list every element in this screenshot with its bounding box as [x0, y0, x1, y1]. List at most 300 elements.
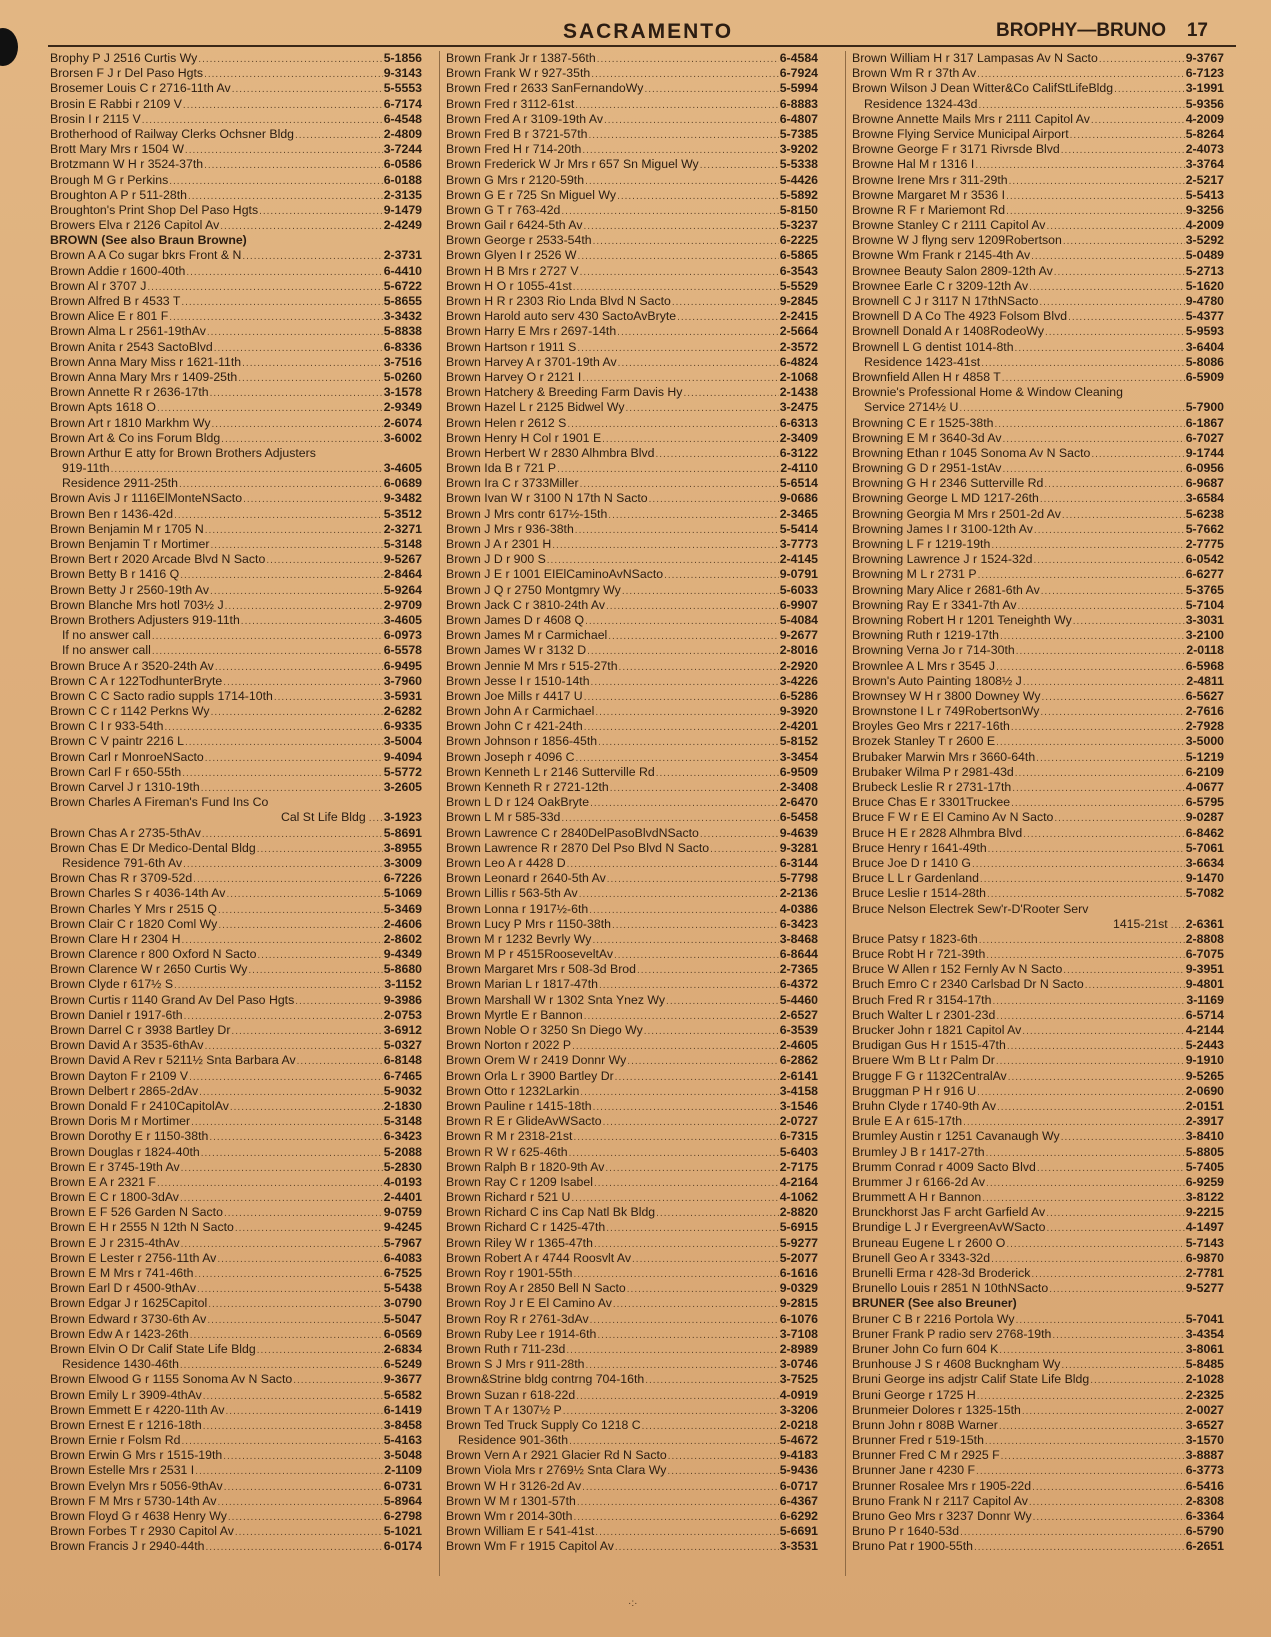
dot-leader: [999, 1419, 1185, 1433]
listing-name: Brown J E r 1001 EIElCaminoAvNSacto: [446, 567, 664, 582]
listing-name: Bruce Chas E r 3301Truckee: [852, 795, 1011, 810]
listing-name: Brown H B Mrs r 2727 V: [446, 263, 579, 278]
listing-entry: [852, 1205, 1224, 1220]
phone-number: 3-5048: [383, 1448, 422, 1463]
listing-name: Browning Georgia M Mrs r 2501-2d Av: [852, 506, 1061, 521]
dot-leader: [1036, 751, 1185, 765]
listing-entry: [446, 886, 818, 901]
dot-leader: [181, 1161, 383, 1175]
listing-name: Brown Clair C r 1820 Coml Wy: [50, 916, 218, 931]
dot-leader: [589, 128, 779, 142]
listing-entry: [50, 1463, 422, 1478]
phone-number: 3-8955: [383, 840, 422, 855]
dot-leader: [1099, 52, 1185, 66]
listing-name: Brown Charles S r 4036-14th Av: [50, 886, 226, 901]
phone-number: 5-8152: [779, 734, 818, 749]
listing-name: Brown E H r 2555 N 12th N Sacto: [50, 1220, 234, 1235]
listing-entry: [446, 765, 818, 780]
listing-name: Brown David A Rev r 5211½ Snta Barbara Av: [50, 1053, 296, 1068]
dot-leader: [627, 1282, 779, 1296]
dot-leader: [182, 1434, 383, 1448]
listing-name: Brown Glyen I r 2526 W: [446, 248, 577, 263]
listing-name: Brott Mary Mrs r 1504 W: [50, 142, 184, 157]
listing-entry: [446, 1099, 818, 1114]
dot-leader: [981, 356, 1184, 370]
phone-number: 6-7075: [1185, 947, 1224, 962]
listing-entry: [446, 1296, 818, 1311]
phone-number: 3-6002: [383, 430, 422, 445]
dot-leader: [972, 857, 1185, 871]
listing-name: Brown Kenneth R r 2721-12th: [446, 780, 609, 794]
listing-entry: [446, 385, 818, 400]
phone-number: 3-5931: [383, 688, 422, 703]
phone-number: 5-5553: [383, 81, 422, 96]
dot-leader: [1061, 143, 1185, 157]
phone-number: 2-3572: [779, 339, 818, 354]
phone-number: 6-4410: [383, 263, 422, 278]
dot-leader: [610, 781, 779, 795]
listing-name: Brosin I r 2115 V: [50, 111, 141, 126]
listing-entry: [446, 1312, 818, 1327]
listing-column-2: [446, 51, 818, 1576]
phone-number: 9-3920: [779, 704, 818, 719]
listing-name: Browning L F r 1219-19th: [852, 537, 991, 551]
dot-leader: [210, 386, 383, 400]
phone-number: 5-1069: [383, 886, 422, 901]
listing-name: Brosemer Louis C r 2716-11th Av: [50, 81, 231, 96]
dot-leader: [656, 1206, 779, 1220]
listing-name: Brown E F 526 Garden N Sacto: [50, 1205, 223, 1220]
listing-entry: [852, 1053, 1224, 1068]
listing-entry: [446, 476, 818, 491]
dot-leader: [186, 265, 382, 279]
dot-leader: [152, 644, 383, 658]
listing-name: Brown Wilson J Dean Witter&Co CalifStLifeBldg: [852, 81, 1114, 96]
dot-leader: [174, 978, 383, 992]
phone-number: 6-3122: [779, 445, 818, 460]
phone-number: 2-4606: [383, 916, 422, 931]
dot-leader: [573, 1130, 778, 1144]
phone-number: 5-6582: [383, 1387, 422, 1402]
dot-leader: [573, 1510, 778, 1524]
listing-entry: [852, 552, 1224, 567]
dot-leader: [567, 857, 779, 871]
dot-leader: [228, 1510, 383, 1524]
dot-leader: [190, 1328, 383, 1342]
listing-name: Brown Ralph B r 1820-9th Av: [446, 1159, 605, 1174]
listing-entry: [852, 871, 1224, 886]
dot-leader: [587, 644, 779, 658]
phone-number: 5-5438: [383, 1281, 422, 1296]
phone-number: 6-5714: [1185, 1007, 1224, 1022]
listing-name: Bruni George r 1725 H: [852, 1387, 976, 1402]
listing-name: Brown Lawrence R r 2870 Del Pso Blvd N Sacto: [446, 840, 710, 855]
listing-name: Brown M r 1232 Bevrly Wy: [446, 931, 592, 946]
dot-leader: [220, 219, 382, 233]
listing-name: Brown Apts 1618 O: [50, 400, 156, 415]
dot-leader: [1063, 963, 1184, 977]
phone-number: 6-4807: [779, 111, 818, 126]
listing-entry: [50, 97, 422, 112]
listing-name: Residence 2911-25th: [62, 476, 178, 491]
phone-number: 3-4158: [779, 1083, 818, 1098]
listing-entry: [852, 674, 1224, 689]
listing-entry: [50, 628, 422, 643]
phone-number: 6-8883: [779, 96, 818, 111]
listing-entry: [446, 188, 818, 203]
phone-number: 2-6361: [1185, 916, 1224, 931]
dot-leader: [575, 98, 778, 112]
phone-number: 2-5217: [1185, 172, 1224, 187]
listing-name: Brown Forbes T r 2930 Capitol Av: [50, 1524, 234, 1539]
phone-number: 3-9202: [779, 142, 818, 157]
phone-number: 3-2100: [1185, 628, 1224, 643]
listing-name: Brunner Rosalee Mrs r 1905-22d: [852, 1478, 1032, 1493]
listing-entry: [50, 552, 422, 567]
listing-name: Browne Margaret M r 3536 I: [852, 187, 1006, 202]
listing-entry: [852, 1403, 1224, 1418]
phone-number: 2-7365: [779, 962, 818, 977]
dot-leader: [1032, 1480, 1185, 1494]
listing-name: Browne Hal M r 1316 I: [852, 157, 975, 172]
dot-leader: [557, 462, 779, 476]
listing-name: Brown A A Co sugar bkrs Front & N: [50, 248, 242, 263]
phone-number: 6-7924: [779, 66, 818, 81]
listing-entry: [50, 902, 422, 917]
phone-number: 2-8602: [383, 931, 422, 946]
listing-entry: [50, 294, 422, 309]
phone-number: 5-5338: [779, 157, 818, 172]
dot-leader: [147, 280, 382, 294]
dot-leader: [182, 933, 383, 947]
listing-entry: [446, 97, 818, 112]
dot-leader: [257, 842, 383, 856]
dot-leader: [1029, 1495, 1185, 1509]
phone-number: 6-5795: [1185, 795, 1224, 810]
listing-name: Residence 791-6th Av: [62, 855, 183, 870]
listing-entry: [852, 1084, 1224, 1099]
listing-entry: [50, 1448, 422, 1463]
dot-leader: [614, 948, 779, 962]
phone-number: 9-1479: [383, 202, 422, 217]
listing-entry: [446, 826, 818, 841]
dot-leader: [700, 827, 779, 841]
dot-leader: [580, 265, 779, 279]
listing-entry: [852, 932, 1224, 947]
phone-number: 2-0151: [1185, 1098, 1224, 1113]
dot-leader: [995, 417, 1185, 431]
phone-number: 6-5578: [383, 643, 422, 658]
listing-name: Brown Evelyn Mrs r 5056-9thAv: [50, 1478, 223, 1493]
listing-entry: [446, 248, 818, 263]
listing-entry: [852, 248, 1224, 263]
dot-leader: [642, 1419, 779, 1433]
listing-entry: [50, 613, 422, 628]
phone-number: 6-5286: [779, 688, 818, 703]
listing-entry: [446, 491, 818, 506]
listing-entry: [852, 567, 1224, 582]
dot-leader: [612, 918, 779, 932]
dot-leader: [974, 1540, 1185, 1554]
dot-leader: [188, 189, 383, 203]
listing-name: Bruch Emro C r 2340 Carlsbad Dr N Sacto: [852, 977, 1084, 992]
phone-number: 3-1923: [383, 810, 422, 825]
dot-leader: [978, 568, 1185, 582]
listing-name: Browne R F r Mariemont Rd: [852, 202, 1006, 217]
listing-name: BRUNER (See also Breuner): [852, 1296, 1017, 1311]
listing-name: Brown Carl F r 650-55th: [50, 764, 182, 779]
phone-number: 9-1910: [1185, 1053, 1224, 1068]
listing-entry: [50, 871, 422, 886]
phone-number: 5-2088: [383, 1144, 422, 1159]
phone-number: 9-0329: [779, 1281, 818, 1296]
listing-name: Browning Lawrence J r 1524-32d: [852, 552, 1033, 567]
phone-number: 5-4460: [779, 992, 818, 1007]
dot-leader: [185, 143, 383, 157]
listing-entry: [50, 522, 422, 537]
listing-entry: [50, 1023, 422, 1038]
dot-leader: [980, 872, 1185, 886]
dot-leader: [191, 1115, 383, 1129]
dot-leader: [202, 827, 383, 841]
listing-name: Browning E M r 3640-3d Av: [852, 430, 1002, 445]
dot-leader: [599, 978, 779, 992]
listing-entry: [50, 1509, 422, 1524]
listing-entry: [446, 507, 818, 522]
dot-leader: [595, 1525, 778, 1539]
dot-leader: [1046, 1221, 1184, 1235]
phone-number: 5-7662: [1185, 521, 1224, 536]
phone-number: 5-6514: [779, 476, 818, 491]
dot-leader: [195, 1267, 383, 1281]
listing-entry: [446, 1251, 818, 1266]
listing-name: Brown Joe Mills r 4417 U: [446, 688, 583, 703]
listing-name: Brown Wm R r 37th Av: [852, 66, 977, 81]
listing-entry: [50, 674, 422, 689]
listing-name: Brown J D r 900 S: [446, 552, 546, 567]
dot-leader: [606, 1221, 778, 1235]
phone-number: 3-1152: [384, 977, 422, 992]
dot-leader: [986, 1176, 1185, 1190]
dot-leader: [986, 1146, 1185, 1160]
dot-leader: [203, 1389, 383, 1403]
phone-number: 2-3271: [383, 521, 422, 536]
listing-entry: [50, 340, 422, 355]
phone-number: 6-7174: [383, 96, 422, 111]
listing-entry: [50, 1190, 422, 1205]
listing-entry: [852, 598, 1224, 613]
listing-entry: [446, 1220, 818, 1235]
listing-columns: [50, 51, 1240, 1576]
dot-leader: [608, 629, 778, 643]
dot-leader: [586, 1358, 779, 1372]
listing-entry: [50, 355, 422, 370]
listing-name: Brown Erwin G Mrs r 1515-19th: [50, 1448, 223, 1463]
listing-name: Brown Anna Mary Mrs r 1409-25th: [50, 369, 238, 384]
phone-number: 2-3409: [779, 430, 818, 445]
listing-name: Brown Roy J r E El Camino Av: [446, 1296, 612, 1311]
listing-entry: [50, 1403, 422, 1418]
dot-leader: [241, 614, 383, 628]
listing-name: Browning C E r 1525-38th: [852, 415, 994, 430]
listing-name: Brown&Strine bldg contrng 704-16th: [446, 1372, 645, 1387]
listing-entry: [852, 841, 1224, 856]
listing-entry: [446, 1023, 818, 1038]
dot-leader: [1011, 796, 1185, 810]
dot-leader: [180, 568, 383, 582]
listing-entry: [50, 1342, 422, 1357]
listing-name: Brown Curtis r 1140 Grand Av Del Paso Hgts: [50, 992, 295, 1007]
listing-name: Brunell Geo A r 3343-32d: [852, 1250, 991, 1265]
phone-number: 2-7781: [1185, 1266, 1224, 1280]
phone-number: 2-1028: [1185, 1372, 1224, 1387]
dot-leader: [977, 1389, 1185, 1403]
phone-number: 5-7104: [1185, 597, 1224, 612]
listing-entry: [50, 750, 422, 765]
listing-name: 1415-21st: [1113, 916, 1168, 931]
listing-entry: [446, 127, 818, 142]
dot-leader: [189, 1070, 383, 1084]
listing-name: Brown E C r 1800-3dAv: [50, 1190, 179, 1205]
listing-entry: [50, 1357, 422, 1372]
phone-number: 6-1867: [1185, 415, 1224, 430]
phone-number: 6-5458: [779, 810, 818, 825]
listing-entry: [446, 218, 818, 233]
listing-entry: [852, 689, 1224, 704]
phone-number: 5-7082: [1185, 886, 1224, 901]
listing-name: Brown Fred B r 3721-57th: [446, 126, 588, 141]
listing-name: Brown Richard C r 1425-47th: [446, 1220, 606, 1235]
dot-leader: [1022, 1024, 1184, 1038]
dot-leader: [1018, 599, 1185, 613]
listing-name: Brown Ernest E r 1216-18th: [50, 1417, 202, 1432]
listing-name: Brown W H r 3126-2d Av: [446, 1478, 582, 1493]
phone-number: 2-6141: [779, 1068, 818, 1083]
listing-entry: [446, 1038, 818, 1053]
listing-name: Brown R M r 2318-21st: [446, 1129, 573, 1144]
listing-entry: [446, 1008, 818, 1023]
listing-entry: [852, 385, 1224, 400]
dot-leader: [1034, 523, 1185, 537]
dot-leader: [211, 705, 383, 719]
dot-leader: [1009, 174, 1185, 188]
listing-entry: [852, 1251, 1224, 1266]
dot-leader: [591, 675, 779, 689]
dot-leader: [164, 720, 382, 734]
dot-leader: [567, 417, 778, 431]
listing-name: Bruce L L r Gardenland: [852, 871, 979, 886]
listing-entry: [50, 491, 422, 506]
phone-number: 2-3917: [1185, 1114, 1224, 1129]
dot-leader: [996, 660, 1185, 674]
listing-name: Brown E r 3745-19th Av: [50, 1159, 180, 1174]
phone-number: 6-3364: [1185, 1509, 1224, 1523]
phone-number: 5-8485: [1185, 1357, 1224, 1372]
listing-entry: [50, 385, 422, 400]
phone-number: 5-7061: [1185, 840, 1224, 855]
listing-entry: [50, 81, 422, 96]
dot-leader: [645, 1373, 778, 1387]
listing-name: Brown Harvey A r 3701-19th Av: [446, 354, 617, 369]
listing-name: Brown E Lester r 2756-11th Av: [50, 1250, 217, 1265]
phone-number: 9-3951: [1185, 962, 1224, 977]
phone-number: 6-7525: [383, 1266, 422, 1280]
listing-entry: [852, 188, 1224, 203]
listing-entry: [446, 552, 818, 567]
listing-entry: [50, 1175, 422, 1190]
listing-entry: [852, 461, 1224, 476]
listing-name: Brucker John r 1821 Capitol Av: [852, 1023, 1022, 1037]
phone-number: 2-4605: [779, 1038, 818, 1053]
listing-name: Browning Ruth r 1219-17th: [852, 628, 999, 643]
listing-entry: [446, 583, 818, 598]
dot-leader: [369, 811, 383, 825]
listing-entry: [852, 1190, 1224, 1205]
listing-name: Brown F M Mrs r 5730-14th Av: [50, 1493, 217, 1508]
listing-entry: [852, 416, 1224, 431]
phone-number: 6-5249: [383, 1357, 422, 1372]
listing-entry: [446, 1145, 818, 1160]
listing-name: Brown Myrtle E r Bannon: [446, 1007, 583, 1022]
listing-entry: [852, 522, 1224, 537]
listing-entry: [50, 1266, 422, 1281]
listing-name: Brown William H r 317 Lampasas Av N Sacto: [852, 51, 1098, 65]
phone-number: 3-8468: [779, 931, 818, 946]
listing-name: Brown Pauline r 1415-18th: [446, 1098, 592, 1113]
phone-number: 4-1497: [1185, 1220, 1224, 1235]
listing-name: Browning Mary Alice r 2681-6th Av: [852, 582, 1040, 597]
dot-leader: [977, 67, 1185, 81]
dot-leader: [618, 356, 779, 370]
listing-name: Brown William E r 541-41st: [446, 1524, 595, 1539]
listing-entry: [852, 902, 1224, 917]
listing-entry: [50, 795, 422, 810]
listing-entry: [446, 1129, 818, 1144]
phone-number: 3-7244: [383, 142, 422, 157]
phone-number: 3-8410: [1185, 1129, 1224, 1144]
listing-entry: [50, 324, 422, 339]
listing-entry: [852, 1099, 1224, 1114]
listing-name: Cal St Life Bldg: [280, 810, 366, 825]
phone-number: 6-0188: [383, 172, 422, 187]
phone-number: 6-3423: [383, 1129, 422, 1144]
listing-name: Brown R W r 625-46th: [446, 1144, 568, 1159]
phone-number: 6-2225: [779, 233, 818, 248]
listing-entry: [50, 780, 422, 795]
listing-name: Brorsen F J r Del Paso Hgts: [50, 66, 204, 81]
listing-name: Brunmeier Dolores r 1325-15th: [852, 1402, 1021, 1417]
dot-leader: [238, 371, 382, 385]
listing-entry: [446, 1205, 818, 1220]
dot-leader: [563, 1404, 779, 1418]
phone-number: 6-4367: [779, 1493, 818, 1508]
listing-entry: [852, 1266, 1224, 1281]
listing-name: Brubaker Marwin Mrs r 3660-64th: [852, 749, 1036, 764]
listing-entry: [50, 1418, 422, 1433]
phone-number: 3-3206: [779, 1402, 818, 1417]
listing-name: Brown Earl D r 4500-9thAv: [50, 1281, 197, 1296]
listing-name: Brown Suzan r 618-22d: [446, 1387, 576, 1402]
dot-leader: [111, 462, 383, 476]
dot-leader: [274, 690, 383, 704]
listing-name: Brown Jennie M Mrs r 515-27th: [446, 658, 618, 673]
listing-entry: [852, 1114, 1224, 1129]
listing-entry: [446, 324, 818, 339]
phone-number: 2-8464: [383, 567, 422, 582]
phone-number: 6-4372: [779, 977, 818, 992]
listing-entry: [446, 1084, 818, 1099]
phone-number: 2-8308: [1185, 1493, 1224, 1508]
